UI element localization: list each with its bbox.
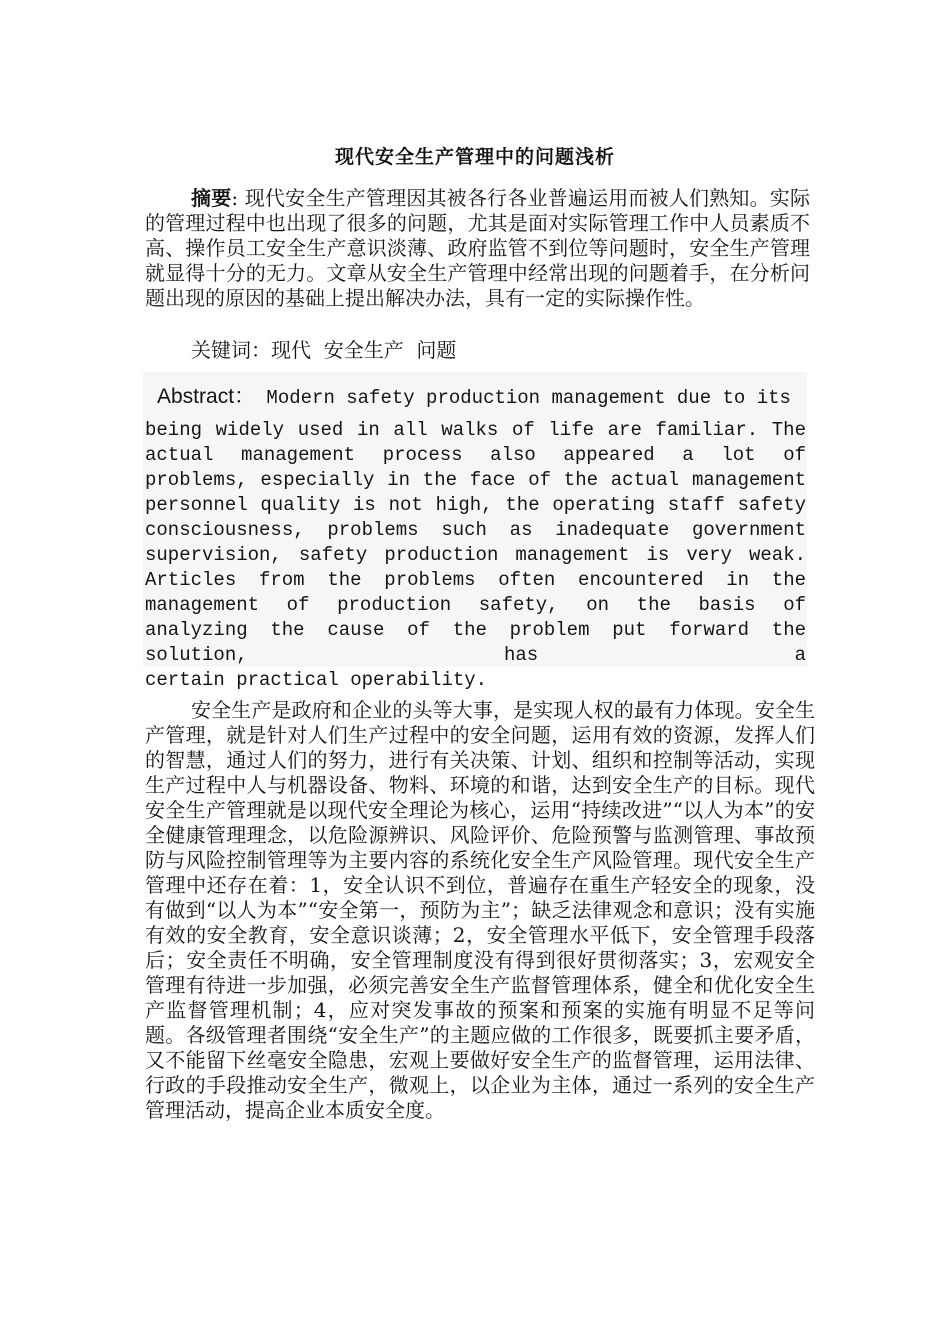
paper-title: 现代安全生产管理中的问题浅析: [334, 146, 615, 168]
chinese-abstract-text: : 现代安全生产管理因其被各行各业普遍运用而被人们熟知。实际的管理过程中也出现了很多的问题，尤其是面对实际管理工作中人员素质不高、操作员工安全生产意识淡薄、政府监管不到位等问题时，安全生产管理就显得十分的无力。文章从安全生产管理中经常出现的问题着手，在分析问题出现的原因的基础上提出解决办法，具有一定的实际操作性。: [145, 186, 810, 310]
body-paragraph: 安全生产是政府和企业的头等大事，是实现人权的最有力体现。安全生产管理，就是针对人们生产过程中的安全问题，运用有效的资源，发挥人们的智慧，通过人们的努力，进行有关决策、计划、组织和控制等活动，实现生产过程中人与机器设备、物料、环境的和谐，达到安全生产的目标。现代安全生产管理就是以现代安全理论为核心，运用“持续改进”“以人为本”的安全健康管理理念，以危险源辨识、风险评价、危险预警与监测管理、事故预防与风险控制管理等为主要内容的系统化安全生产风险管理。现代安全生产管理中还存在着：1，安全认识不到位，普遍存在重生产轻安全的现象，没有做到“以人为本”“安全第一，预防为主”；缺乏法律观念和意识；没有实施有效的安全教育，安全意识谈薄；2，安全管理水平低下，安全管理手段落后；安全责任不明确，安全管理制度没有得到很好贯彻落实；3，宏观安全管理有待进一步加强，必须完善安全生产监督管理体系，健全和优化安全生产监督管理机制；4，应对突发事故的预案和预案的实施有明显不足等问题。各级管理者围绕“安全生产”的主题应做的工作很多，既要抓主要矛盾，又不能留下丝毫安全隐患，宏观上要做好安全生产的监督管理，运用法律、行政的手段推动安全生产，微观上，以企业为主体，通过一系列的安全生产管理活动，提高企业本质安全度。: [145, 698, 815, 1122]
keywords: 关键词：现代 安全生产 问题: [191, 338, 457, 362]
english-abstract-label: Abstract：: [157, 385, 256, 408]
english-abstract-last-line: certain practical operability.: [145, 669, 488, 691]
english-abstract-body: being widely used in all walks of life are familiar. The actual management process also appeared a lot of problems, especially in the face of the actual management personnel quality is not high, the operating staff safety consciousness, problems such as inadequate government supervision, safety production management is very weak. Articles from the problems often encountered in the management of production safety, on the basis of analyzing the cause of the problem put forward the solution, has a: [145, 419, 806, 666]
english-abstract: [145, 418, 806, 693]
chinese-abstract: [145, 186, 810, 311]
chinese-abstract-label: 摘要: [191, 186, 232, 210]
english-abstract-first-text: Modern safety production management due to its: [255, 387, 791, 409]
english-abstract-first-line: [157, 380, 807, 410]
